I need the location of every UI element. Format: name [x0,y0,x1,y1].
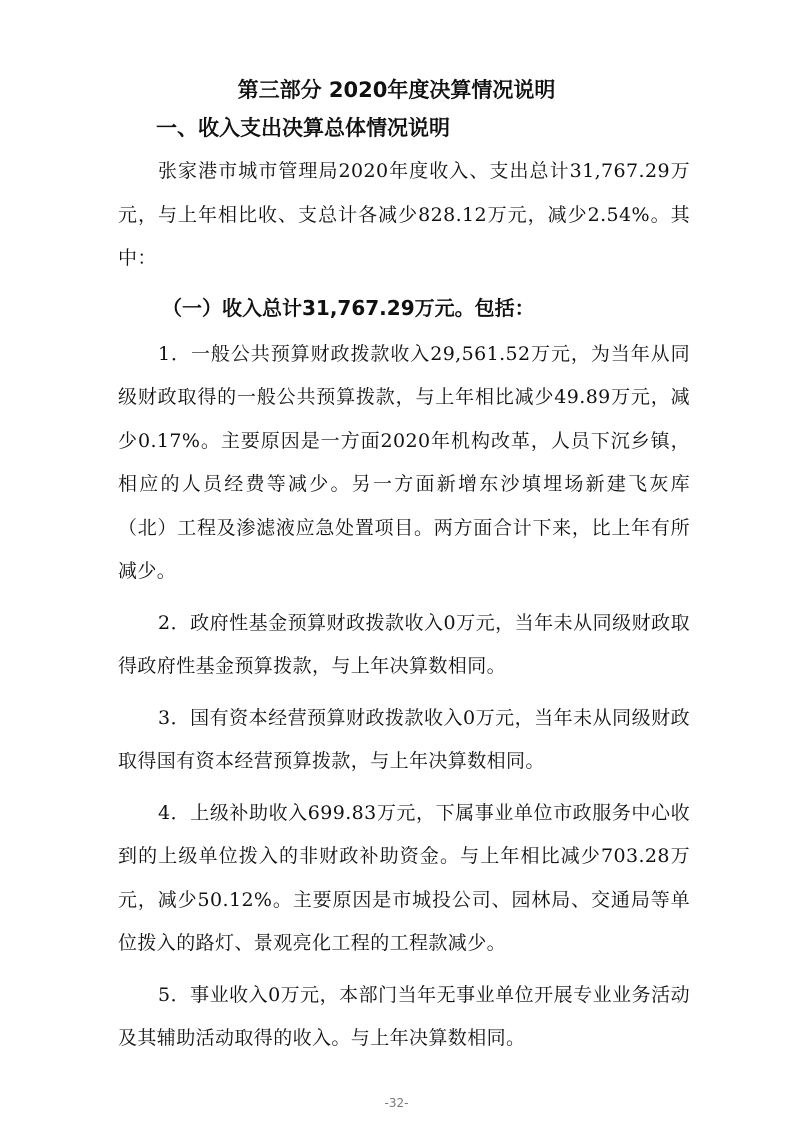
income-item-2: 2．政府性基金预算财政拨款收入0万元，当年未从同级财政取得政府性基金预算拨款，与上年决算数相同。 [118,611,690,677]
income-item-4: 4．上级补助收入699.83万元，下属事业单位市政服务中心收到的上级单位拨入的非财政补助资金。与上年相比减少703.28万元，减少50.12%。主要原因是市城投公司、园林局、交通局等单位拨入的路灯、景观亮化工程的工程款减少。 [118,801,690,954]
document-title: 第三部分 2020年度决算情况说明 [237,78,556,102]
document-body [118,108,690,1069]
income-subheading: （一）收入总计31,767.29万元。包括： [162,295,535,320]
intro-paragraph: 张家港市城市管理局2020年度收入、支出总计31,767.29万元，与上年相比收、支总计各减少828.12万元，减少2.54%。其中： [118,160,690,269]
section-heading: 一、收入支出决算总体情况说明 [156,116,450,140]
income-item-1: 1．一般公共预算财政拨款收入29,561.52万元，为当年从同级财政取得的一般公共预算拨款，与上年相比减少49.89万元，减少0.17%。主要原因是一方面2020年机构改革，人员下沉乡镇，相应的人员经费等减少。另一方面新增东沙填埋场新建飞灰库（北）工程及渗滤液应急处置项目。两方面合计下来，比上年有所减少。 [118,342,690,582]
page-number: -32- [384,1096,409,1110]
income-item-3: 3．国有资本经营预算财政拨款收入0万元，当年未从同级财政取得国有资本经营预算拨款，与上年决算数相同。 [118,706,690,772]
income-item-5: 5．事业收入0万元，本部门当年无事业单位开展专业业务活动及其辅助活动取得的收入。与上年决算数相同。 [118,983,690,1049]
